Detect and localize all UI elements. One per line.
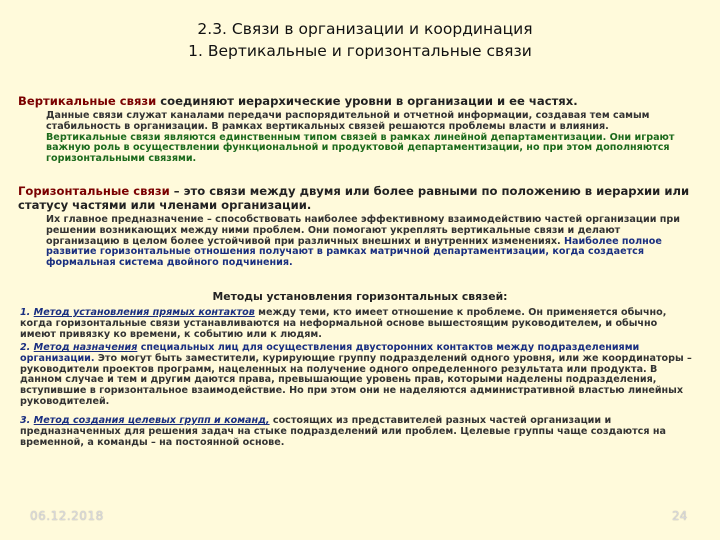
footer-date: 06.12.2018 — [30, 509, 104, 523]
method-3-name: Метод создания целевых групп и команд, — [33, 415, 270, 426]
method-3-number: 3. — [20, 415, 31, 426]
method-item-2 — [20, 343, 692, 408]
horizontal-term: Горизонтальные связи — [18, 184, 170, 198]
method-1-number: 1. — [20, 307, 31, 318]
method-2-name: Метод назначения — [33, 342, 138, 353]
horizontal-p2: Наиболее полное развитие горизонтальные отношения получают в рамках матричной департаментизации, когда создается формальная система двойного подчинения. — [46, 235, 662, 269]
horizontal-p1: Их главное предназначение – способствовать наиболее эффективному взаимодействию частей организации при решении возникающих между ними проблем. Они помогают укреплять вертикальные связи и делают организацию в целом более устойчивой при различных внешних и внутренних изменениях. — [46, 214, 681, 247]
vertical-p1: Данные связи служат каналами передачи распорядительной и отчетной информации, создавая тем самым стабильность в организации. В рамках вертикальных связей решаются проблемы власти и влияния. — [46, 110, 650, 132]
title-line-1: 2.3. Связи в организации и координация — [197, 20, 533, 38]
method-3-text: состоящих из представителей разных частей организации и предназначенных для решения задач на стыке подразделений или проблем. Целевые группы чаще создаются на временной, а команды – на постоянной основе. — [20, 415, 666, 448]
title-line-2: 1. Вертикальные и горизонтальные связи — [188, 42, 532, 60]
vertical-term: Вертикальные связи — [18, 94, 157, 108]
method-2-text: Это могут быть заместители, курирующие группу подразделений одного уровня, или же координаторы – руководители проектов программ, нацеленных на получение одного определенного результата или продукта. В данном случае и тем и другим даются права, превышающие уровень прав, которыми наделены подразделения, вступившие в горизонтальное взаимодействие. Но при этом они не наделяются административной властью линейных руководителей. — [20, 352, 692, 407]
method-1-name: Метод установления прямых контактов — [33, 307, 255, 318]
method-1-text: между теми, кто имеет отношение к проблеме. Он применяется обычно, когда горизонтальные связи устанавливаются на неформальной основе вышестоящим руководителем, и обычно имеют привязку ко времени, к событию или к людям. — [20, 307, 667, 340]
method-2-highlight: специальных лиц для осуществления двусторонних контактов между подразделениями организации. — [20, 342, 640, 364]
horizontal-heading — [18, 184, 700, 212]
horizontal-heading-rest: – это связи между двумя или более равными по положению в иерархии или статусу частями или членами организации. — [18, 184, 690, 212]
page-number: 24 — [672, 509, 688, 523]
vertical-heading — [18, 94, 708, 108]
vertical-paragraph — [46, 111, 692, 165]
horizontal-paragraph — [46, 215, 696, 269]
slide-title — [0, 18, 720, 62]
method-2-number: 2. — [20, 342, 31, 353]
methods-title: Методы установления горизонтальных связей: — [212, 290, 508, 303]
vertical-heading-rest: соединяют иерархические уровни в организации и ее частях. — [156, 94, 578, 108]
method-item-3 — [20, 416, 692, 448]
vertical-p2: Вертикальные связи являются единственным типом связей в рамках линейной департаментизации. Они играют важную роль в осуществлении функциональной и продуктовой департаментизации, но при этом дополняются горизонтальными связями. — [46, 131, 675, 165]
method-item-1 — [20, 308, 692, 340]
